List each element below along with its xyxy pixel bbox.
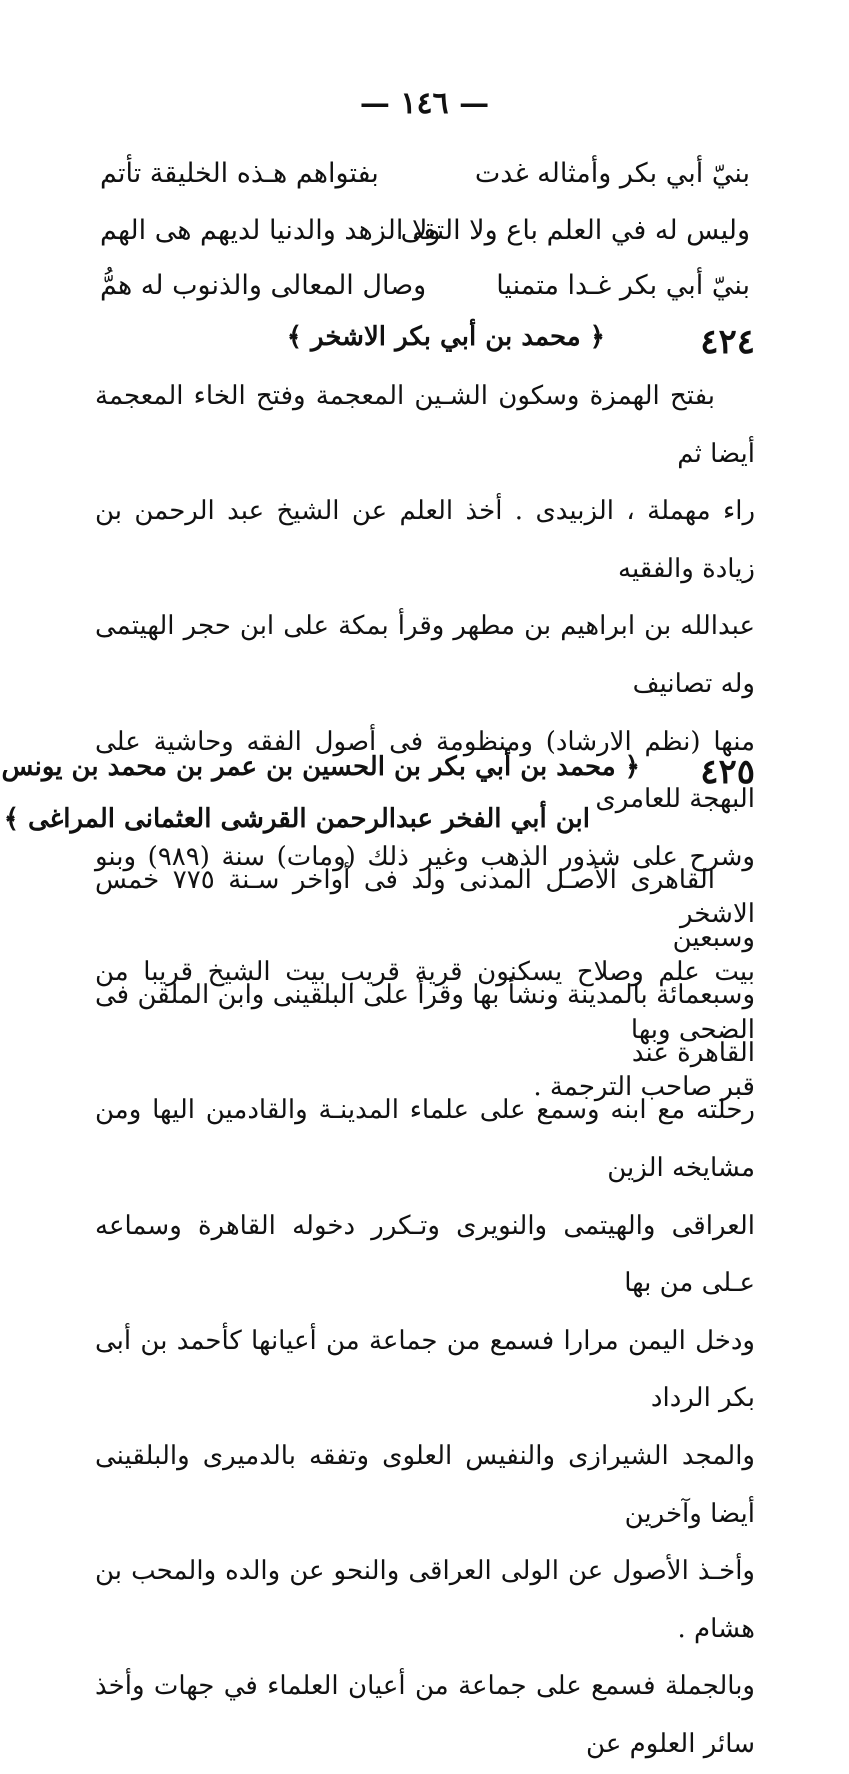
text-line: وشرح على شذور الذهب وغير ذلك (ومات) سنة (٩٨٩) وبنو الاشخر [95, 841, 755, 930]
verse-hemistich-left: ولا الزهد والدنيا لديهم هى الهم [100, 215, 441, 246]
text-line: القاهرى الأصـل المدنى ولد فى أواخر سـنة ٧٧٥ خمس وسبعين [95, 865, 755, 953]
page-number: — ١٤٦ — [359, 86, 490, 121]
text-line: قبر صاحب الترجمة . [533, 1072, 755, 1103]
text-line: ودخل اليمن مرارا فسمع من جماعة من أعيانها كأحمد بن أبى بكر الرداد [95, 1325, 755, 1414]
text-line: بيت علم وصلاح يسكنون قرية قريب بيت الشيخ قريبا من الضحى وبها [95, 956, 755, 1045]
text-line: وبالجملة فسمع على جماعة من أعيان العلماء في جهات وأخذ سائر العلوم عن [95, 1671, 755, 1759]
entry-title: ﴿ محمد بن أبي بكر بن الحسين بن عمر بن محمد بن يونس [1, 752, 640, 782]
text-line: راء مهملة ، الزبيدى . أخذ العلم عن الشيخ عبد الرحمن بن زيادة والفقيه [95, 496, 755, 584]
text-line: وأخـذ الأصول عن الولى العراقى والنحو عن والده والمحب بن هشام . [95, 1556, 755, 1644]
verse-line [100, 215, 750, 265]
verse-hemistich-left: بفتواهم هـذه الخليقة تأتم [100, 158, 379, 189]
text-line: عبدالله بن ابراهيم بن مطهر وقرأ بمكة على ابن حجر الهيتمى وله تصانيف [95, 611, 755, 699]
text-line: والمجد الشيرازى والنفيس العلوى وتفقه بالدميرى والبلقينى أيضا وآخرين [95, 1440, 755, 1529]
text-line: منها (نظم الارشاد) ومنظومة فى أصول الفقه وحاشية على البهجة للعامرى [95, 726, 755, 815]
text-line: وسبعمائة بالمدينة ونشأ بها وقرأ على البلقينى وابن الملقن فى القاهرة عند [95, 980, 755, 1068]
verse-hemistich-left: وصال المعالى والذنوب له همُّ [100, 270, 427, 301]
verse-line [100, 270, 750, 320]
entry-heading [1, 752, 755, 862]
entry-number: ٤٢٥ [700, 752, 755, 792]
text-line: بفتح الهمزة وسكون الشـين المعجمة وفتح الخاء المعجمة أيضا ثم [95, 381, 755, 469]
entry-heading [95, 322, 755, 372]
entry-title: ﴿ محمد بن أبي بكر الاشخر ﴾ [286, 322, 605, 352]
entry-title-continued: ابن أبي الفخر عبدالرحمن القرشى العثمانى المراغى ﴾ [3, 804, 590, 834]
text-line: رحلته مع ابنه وسمع على علماء المدينـة والقادمين اليها ومن مشايخه الزين [95, 1095, 755, 1183]
text-line: العراقى والهيتمى والنويرى وتـكرر دخوله القاهرة وسماعه عـلى من بها [95, 1210, 755, 1299]
entry-number: ٤٢٤ [700, 322, 755, 362]
verse-hemistich-right: وليس له في العلم باع ولا التقى [400, 215, 750, 246]
verse-line [100, 158, 750, 208]
entry-body [95, 852, 755, 1774]
verse-hemistich-right: بنيّ أبي بكر غـدا متمنيا [496, 270, 750, 301]
verse-hemistich-right: بنيّ أبي بكر وأمثاله غدت [474, 158, 750, 189]
